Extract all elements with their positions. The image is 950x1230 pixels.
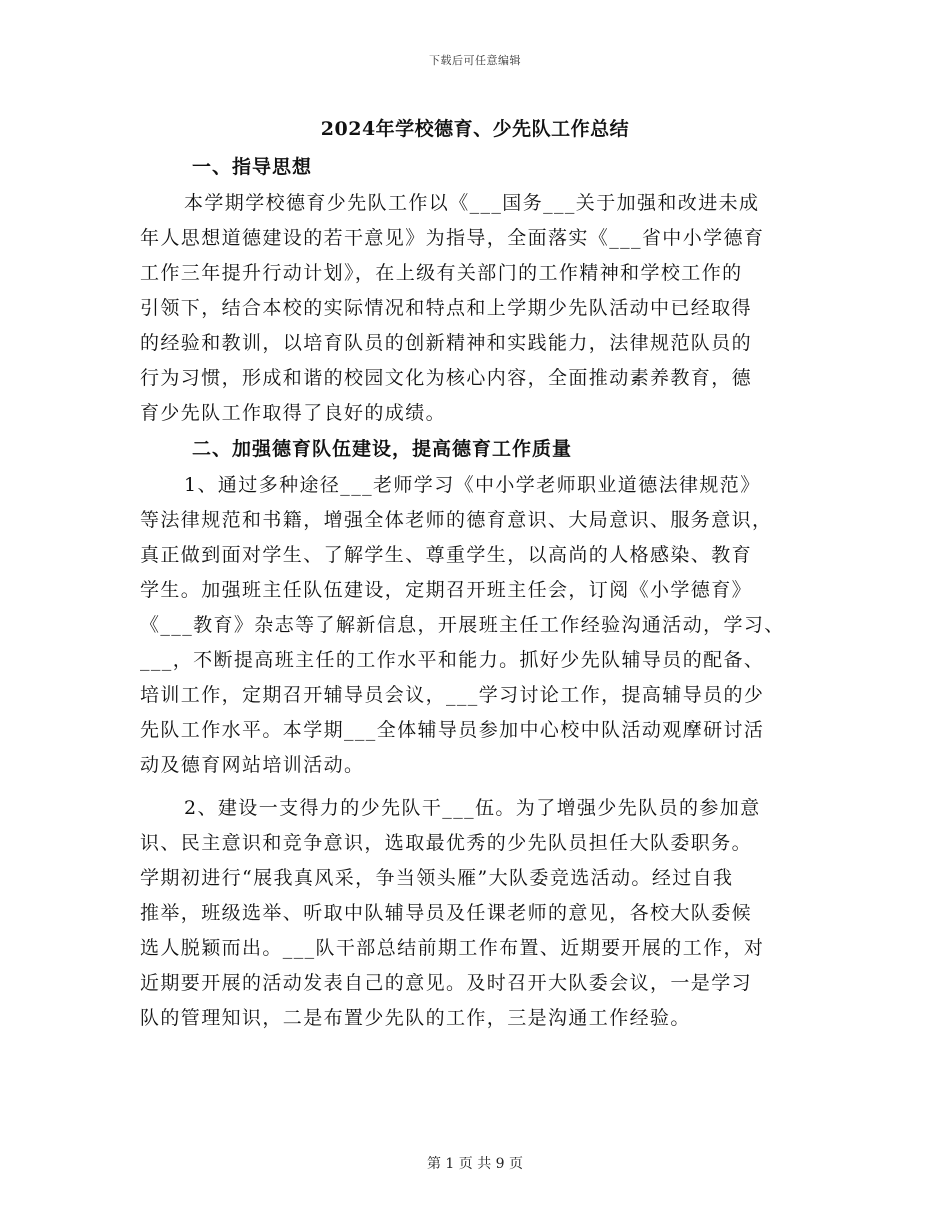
text-line: 工作三年提升行动计划》，在上级有关部门的工作精神和学校工作的 — [140, 262, 743, 284]
text-line: 行为习惯，形成和谐的校园文化为核心内容，全面推动素养教育，德 — [140, 367, 753, 389]
text-line: 近期要开展的活动发表自己的意见。及时召开大队委会议，一是学习 — [140, 972, 753, 994]
text-line: 选人脱颖而出。___队干部总结前期工作布置、近期要开展的工作，对 — [140, 937, 765, 959]
text-line: 《___教育》杂志等了解新信息，开展班主任工作经验沟通活动，学习、 — [140, 614, 785, 636]
text-line: 学生。加强班主任队伍建设，定期召开班主任会，订阅《小学德育》 — [140, 579, 753, 601]
text-line: 2、建设一支得力的少先队干___伍。为了增强少先队员的参加意 — [184, 797, 761, 819]
text-line: 动及德育网站培训活动。 — [140, 754, 365, 776]
text-line: 识、民主意识和竞争意识，选取最优秀的少先队员担任大队委职务。 — [140, 832, 753, 854]
section-heading-guiding-ideology: 一、指导思想 — [192, 156, 313, 178]
text-line: 先队工作水平。本学期___全体辅导员参加中心校中队活动观摩研讨活 — [140, 719, 765, 741]
text-line: 培训工作，定期召开辅导员会议，___学习讨论工作，提高辅导员的少 — [140, 684, 765, 706]
paragraph-teacher-training — [140, 468, 820, 783]
text-line: 年人思想道德建设的若干意见》为指导，全面落实《___省中小学德育 — [140, 227, 765, 249]
document-title: 2024年学校德育、少先队工作总结 — [320, 118, 630, 140]
text-line: 学期初进行“展我真风采，争当领头雁”大队委竞选活动。经过自我 — [140, 867, 734, 889]
text-line: 育少先队工作取得了良好的成绩。 — [140, 402, 447, 424]
text-line: 真正做到面对学生、了解学生、尊重学生，以高尚的人格感染、教育 — [140, 544, 753, 566]
document-body — [140, 149, 820, 1036]
paragraph-student-cadres — [140, 791, 820, 1036]
text-line: 队的管理知识，二是布置少先队的工作，三是沟通工作经验。 — [140, 1007, 691, 1029]
text-line: 1、通过多种途径___老师学习《中小学老师职业道德法律规范》 — [184, 474, 761, 496]
text-line: 等法律规范和书籍，增强全体老师的德育意识、大局意识、服务意识， — [140, 509, 773, 531]
text-line: 的经验和教训，以培育队员的创新精神和实践能力，法律规范队员的 — [140, 332, 753, 354]
paragraph-spacer — [140, 783, 820, 791]
text-line: ___，不断提高班主任的工作水平和能力。抓好少先队辅导员的配备、 — [140, 649, 765, 671]
download-note: 下载后可任意编辑 — [429, 54, 521, 67]
section-heading-team-building: 二、加强德育队伍建设，提高德育工作质量 — [192, 438, 573, 460]
text-line: 本学期学校德育少先队工作以《___国务___关于加强和改进未成 — [184, 192, 760, 214]
text-line: 推举，班级选举、听取中队辅导员及任课老师的意见，各校大队委候 — [140, 902, 753, 924]
page-number-footer: 第 1 页 共 9 页 — [426, 1156, 524, 1172]
text-line: 引领下，结合本校的实际情况和特点和上学期少先队活动中已经取得 — [140, 297, 753, 319]
paragraph-guiding-ideology — [140, 186, 820, 431]
